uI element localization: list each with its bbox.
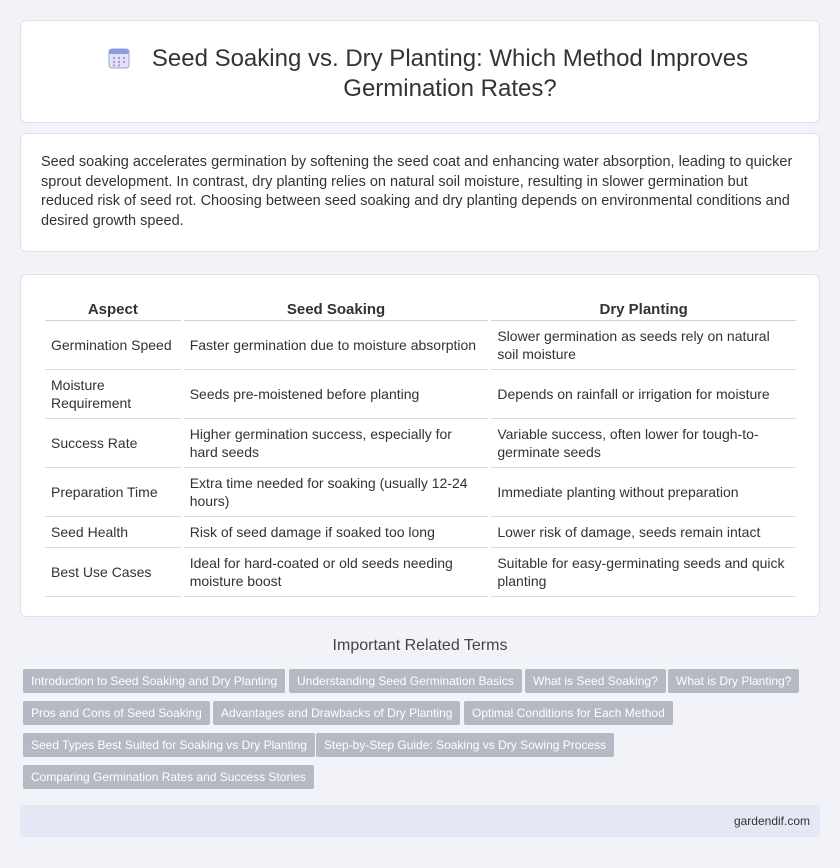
row-seed-soaking: Higher germination success, especially for hard seeds [184, 419, 489, 468]
header-aspect: Aspect [45, 295, 181, 321]
row-seed-soaking: Faster germination due to moisture absorption [184, 321, 489, 370]
table-row [45, 370, 796, 419]
related-term-tag[interactable]: Optimal Conditions for Each Method [464, 701, 673, 725]
row-seed-soaking: Extra time needed for soaking (usually 12-24 hours) [184, 468, 489, 517]
related-term-tag[interactable]: Advantages and Drawbacks of Dry Planting [213, 701, 460, 725]
row-dry-planting: Variable success, often lower for tough-to-germinate seeds [491, 419, 796, 468]
related-term-tag[interactable]: Comparing Germination Rates and Success Stories [23, 765, 314, 789]
comparison-table-card [20, 274, 820, 617]
table-row [45, 419, 796, 468]
related-terms-title: Important Related Terms [332, 637, 508, 654]
footer [20, 805, 820, 837]
row-aspect: Success Rate [45, 419, 181, 468]
related-term-tag[interactable]: Pros and Cons of Seed Soaking [23, 701, 210, 725]
row-aspect: Moisture Requirement [45, 370, 181, 419]
footer-site-link[interactable]: gardendif.com [733, 814, 810, 828]
row-dry-planting: Immediate planting without preparation [491, 468, 796, 517]
row-dry-planting: Suitable for easy-germinating seeds and quick planting [491, 548, 796, 597]
table-row [45, 468, 796, 517]
related-term-tag[interactable]: Step-by-Step Guide: Soaking vs Dry Sowing Process [316, 733, 614, 757]
related-term-tag[interactable]: What is Dry Planting? [668, 669, 799, 693]
header-card [20, 20, 820, 123]
row-seed-soaking: Ideal for hard-coated or old seeds needing moisture boost [184, 548, 489, 597]
related-term-tag[interactable]: Understanding Seed Germination Basics [289, 669, 522, 693]
page-title: Seed Soaking vs. Dry Planting: Which Method Improves Germination Rates? [151, 45, 749, 102]
header-dry-planting: Dry Planting [491, 295, 796, 321]
row-dry-planting: Slower germination as seeds rely on natural soil moisture [491, 321, 796, 370]
related-term-tag[interactable]: Seed Types Best Suited for Soaking vs Dry Planting [23, 733, 315, 757]
comparison-table [42, 295, 799, 597]
row-aspect: Best Use Cases [45, 548, 181, 597]
related-term-tag[interactable]: What is Seed Soaking? [525, 669, 666, 693]
row-aspect: Preparation Time [45, 468, 181, 517]
row-aspect: Seed Health [45, 517, 181, 548]
row-seed-soaking: Seeds pre-moistened before planting [184, 370, 489, 419]
table-row [45, 548, 796, 597]
related-term-tag[interactable]: Introduction to Seed Soaking and Dry Planting [23, 669, 285, 693]
intro-paragraph: Seed soaking accelerates germination by softening the seed coat and enhancing water absorption, leading to quicker sprout development. In contrast, dry planting relies on natural soil moisture, resulting in slower germination but reduced risk of seed rot. Choosing between seed soaking and dry planting depends on environmental conditions and desired growth speed. [41, 154, 793, 229]
table-row [45, 517, 796, 548]
row-dry-planting: Lower risk of damage, seeds remain intact [491, 517, 796, 548]
row-seed-soaking: Risk of seed damage if soaked too long [184, 517, 489, 548]
table-header-row [45, 295, 796, 321]
table-row [45, 321, 796, 370]
row-aspect: Germination Speed [45, 321, 181, 370]
row-dry-planting: Depends on rainfall or irrigation for moisture [491, 370, 796, 419]
intro-card [20, 133, 820, 252]
header-seed-soaking: Seed Soaking [184, 295, 489, 321]
